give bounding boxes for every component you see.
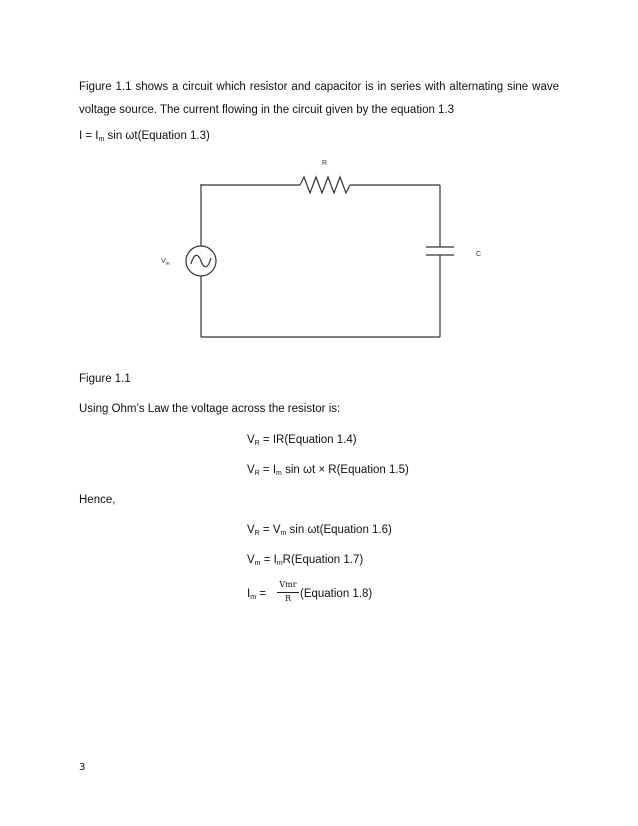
equation-1-8-label: (Equation 1.8) [300,588,373,600]
ohms-law-intro: Using Ohm’s Law the voltage across the resistor is: [79,403,341,415]
equation-1-3: $I = I_m$ sin ωt(Equation 1.3) [79,130,210,143]
rc-circuit-diagram [150,150,482,355]
resistor-label: R [322,160,328,167]
equation-1-7: $V_m$ = $I_mR(Equation$ 1.7) [247,554,364,567]
source-label: $V_{ac}$ [161,258,171,266]
resistor-symbol [300,177,350,193]
fraction-denominator: R [284,594,292,603]
paragraph-line-1: Figure 1.1 shows a circuit which resistor and capacitor is in series with alternating sine wave [79,81,559,93]
equation-1-6: $V_R = V_m$ sin ωt(Equation 1.6) [247,524,392,537]
paragraph-line-2: voltage source. The current flowing in the circuit given by the equation 1.3 [79,104,455,116]
fraction-numerator: Vmr [279,580,297,589]
equation-1-5: $V_R = I_m$ sin ωt × R(Equation 1.5) [247,464,409,477]
capacitor-label: C [476,251,482,258]
sine-wave-icon [191,255,211,266]
hence-text: Hence, [79,494,116,506]
page-number: 3 [79,762,86,773]
fraction-bar [277,592,299,593]
equation-1-4: $V_R$ = IR(Equation 1.4) [247,434,357,447]
equation-1-8-lhs: $I_m$ = [247,588,266,601]
figure-caption: Figure 1.1 [79,373,131,385]
